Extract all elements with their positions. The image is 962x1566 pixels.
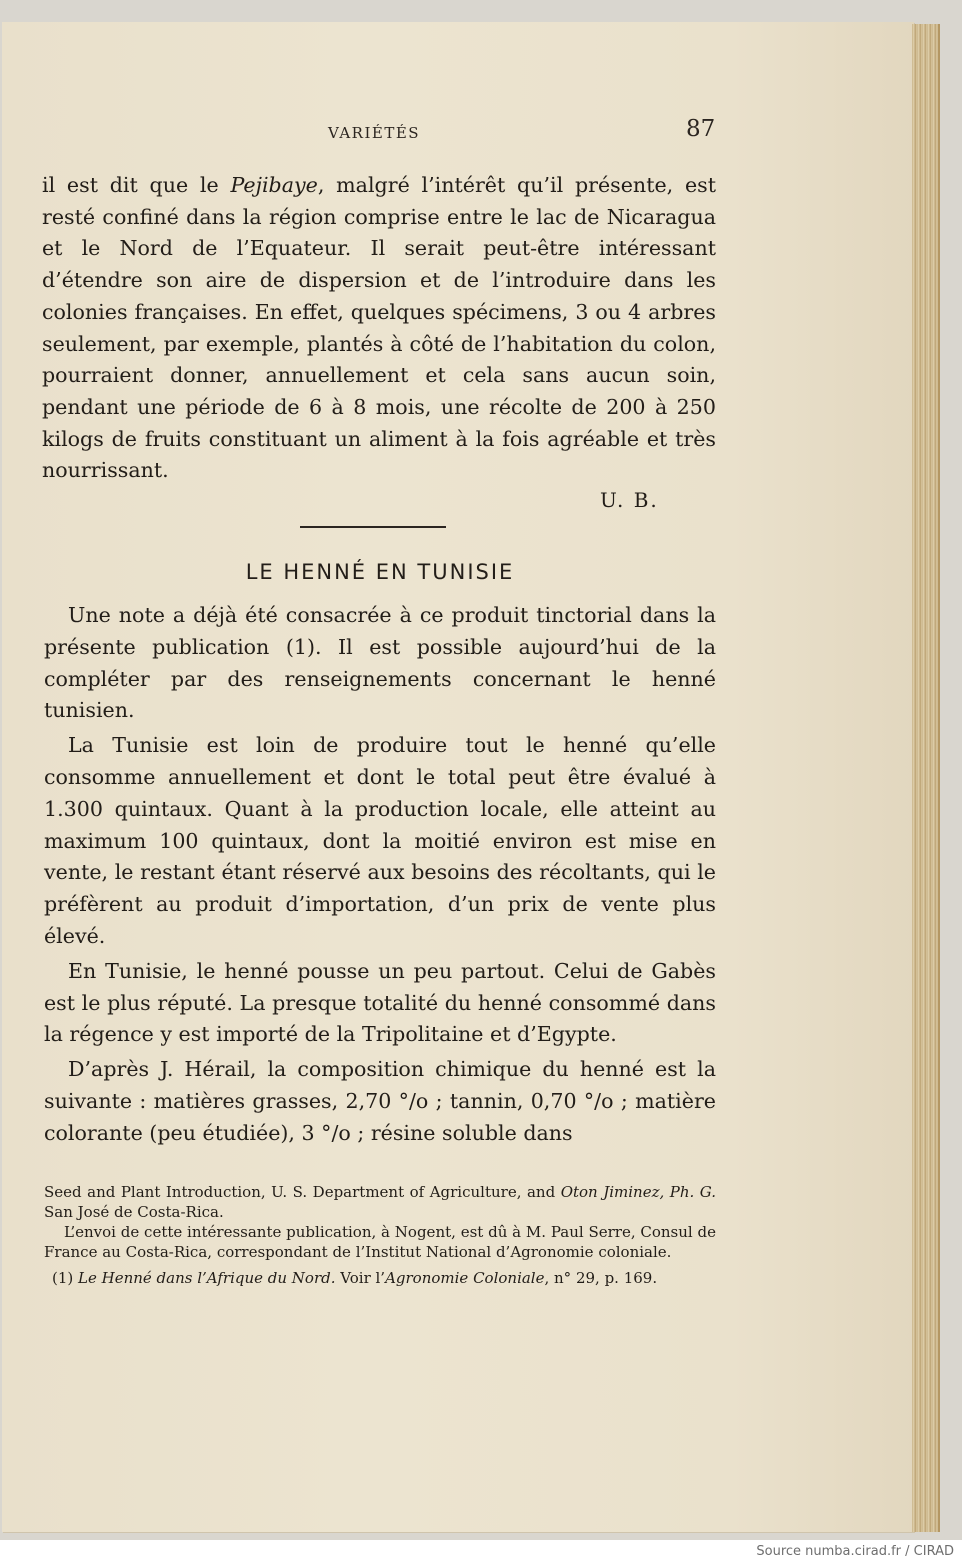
section-paragraph: Une note a déjà été consacrée à ce produit tinctorial dans la présente publication (1). Il est possible aujourd’hui de la compléter par des renseignements concernant le henné tunisien.	[44, 603, 716, 723]
section-divider	[300, 526, 446, 528]
section-body	[44, 600, 716, 1153]
section-title: LE HENNÉ EN TUNISIE	[245, 560, 515, 584]
footnote-ref-number: (1)	[52, 1269, 79, 1287]
footnote-ref-mid: Voir l’	[335, 1269, 386, 1287]
intro-text-start: il est dit que le	[42, 173, 231, 197]
page-edges	[912, 24, 940, 1532]
footnote-source-author: Oton Jiminez, Ph. G.	[560, 1183, 716, 1201]
signature: U. B.	[600, 488, 659, 512]
footnote-source-text: Seed and Plant Introduction, U. S. Department of Agriculture, and	[44, 1183, 561, 1201]
footnotes	[44, 1182, 716, 1288]
footnote-ref-journal: Agronomie Coloniale	[385, 1269, 545, 1287]
page-number: 87	[686, 116, 716, 142]
running-head: VARIÉTÉS	[328, 124, 421, 142]
footnote-reference	[44, 1268, 716, 1288]
source-credit: Source numba.cirad.fr / CIRAD	[756, 1544, 954, 1559]
section-paragraph: D’après J. Hérail, la composition chimique du henné est la suivante : matières grasses, 2,70 °/o ; tannin, 0,70 °/o ; matière colorante (peu étudiée), 3 °/o ; résine soluble dans	[44, 1057, 716, 1145]
footnote-ref-title: Le Henné dans l’Afrique du Nord.	[78, 1269, 336, 1287]
footnote-source	[44, 1182, 716, 1222]
intro-text-rest: , malgré l’intérêt qu’il présente, est resté confiné dans la région comprise entre le lac de Nicaragua et le Nord de l’Equateur. Il serait peut-être intéressant d’étendre son aire de dispersion et de l’introduire dans les colonies françaises. En effet, quelques spécimens, 3 ou 4 arbres seulement, par exemple, plantés à côté de l’habitation du colon, pourraient donner, annuellement et cela sans aucun soin, pendant une période de 6 à 8 mois, une récolte de 200 à 250 kilogs de fruits constituant un aliment à la fois agréable et très nourrissant.	[42, 173, 716, 483]
footnote-ref-end: , n° 29, p. 169.	[544, 1269, 658, 1287]
intro-paragraph	[42, 170, 716, 487]
section-paragraph: En Tunisie, le henné pousse un peu partout. Celui de Gabès est le plus réputé. La presque totalité du henné consommé dans la régence y est importé de la Tripolitaine et d’Egypte.	[44, 958, 716, 1047]
intro-italic-term: Pejibaye	[230, 173, 318, 197]
footnote-acknowledgement: L’envoi de cette intéressante publication, à Nogent, est dû à M. Paul Serre, Consul de France au Costa-Rica, correspondant de l’Institut National d’Agronomie coloniale.	[44, 1223, 716, 1261]
footnote-source-place: San José de Costa-Rica.	[44, 1203, 224, 1221]
section-paragraph: La Tunisie est loin de produire tout le henné qu’elle consomme annuellement et dont le total peut être évalué à 1.300 quintaux. Quant à la production locale, elle atteint au maximum 100 quintaux, dont la moitié environ est mise en vente, le restant étant réservé aux besoins des récoltants, qui le préfèrent au produit d’importation, d’un prix de vente plus élevé.	[44, 733, 716, 948]
